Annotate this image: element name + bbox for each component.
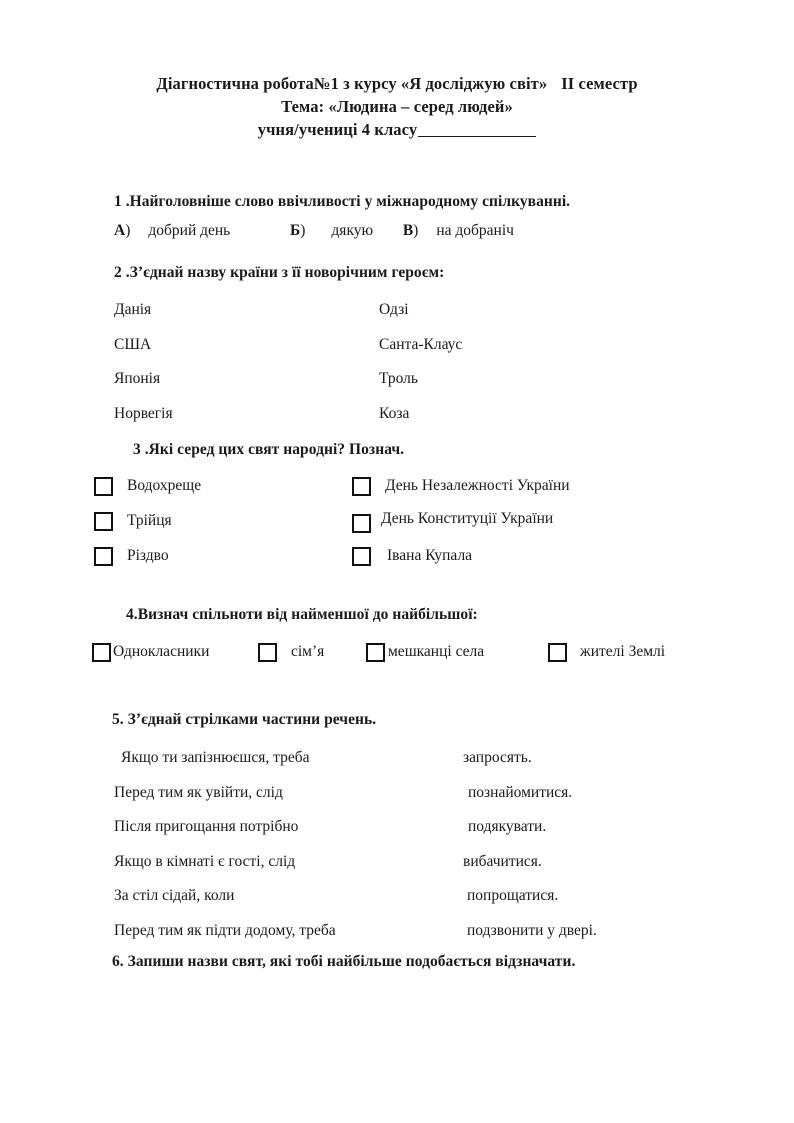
- checkbox-option[interactable]: [352, 546, 472, 566]
- option-b-letter: Б: [290, 222, 301, 239]
- question-4: [0, 605, 794, 668]
- checkbox-label: сім’я: [291, 643, 325, 660]
- option-a-text: добрий день: [148, 222, 231, 239]
- checkbox-option[interactable]: [92, 642, 209, 662]
- question-3-title: 3 .Які серед цих свят народні? Познач.: [133, 441, 405, 458]
- question-2-title: 2 .З’єднай назву країни з її новорічним героєм:: [114, 264, 445, 281]
- checkbox-icon[interactable]: [94, 547, 113, 566]
- match-row: [0, 369, 794, 404]
- document-header: [0, 72, 794, 141]
- hero-label[interactable]: Санта-Клаус: [379, 335, 463, 353]
- question-3: [0, 440, 794, 576]
- sentence-match-row: [0, 852, 794, 887]
- question-1-title: 1 .Найголовніше слово ввічливості у міжнародному спілкуванні.: [114, 193, 571, 210]
- checkbox-icon[interactable]: [548, 643, 567, 662]
- question-1-options: [114, 221, 794, 241]
- option-c[interactable]: [403, 221, 514, 241]
- checkbox-label: жителі Землі: [580, 643, 666, 660]
- checkbox-icon[interactable]: [92, 643, 111, 662]
- checkbox-icon[interactable]: [352, 547, 371, 566]
- sentence-start[interactable]: Якщо в кімнаті є гості, слід: [114, 852, 296, 870]
- option-c-paren: ): [413, 222, 419, 239]
- country-label[interactable]: Данія: [114, 301, 152, 318]
- option-b-paren: ): [300, 222, 306, 239]
- option-b-text: дякую: [331, 222, 374, 239]
- student-name-blank[interactable]: [418, 136, 536, 137]
- checkbox-label: Трійця: [127, 512, 172, 529]
- header-title-main: Діагностична робота№1 з курсу «Я досліджую світ»: [156, 74, 548, 93]
- sentence-match-row: [0, 886, 794, 921]
- sentence-end[interactable]: попрощатися.: [467, 887, 559, 905]
- sentence-end[interactable]: запросять.: [463, 749, 532, 766]
- question-6: [0, 952, 794, 972]
- checkbox-label: мешканці села: [388, 643, 485, 660]
- sentence-match-row: [0, 817, 794, 852]
- question-4-checkbox-row: [0, 642, 794, 668]
- match-row: [0, 300, 794, 335]
- checkbox-option[interactable]: [548, 642, 665, 662]
- checkbox-label: Різдво: [127, 547, 169, 564]
- checkbox-label: День Незалежності України: [385, 477, 570, 494]
- sentence-start[interactable]: Після пригощання потрібно: [114, 818, 299, 836]
- checkbox-label: Івана Купала: [387, 547, 473, 564]
- checkbox-option[interactable]: [352, 510, 554, 533]
- checkbox-option[interactable]: [94, 476, 201, 496]
- checkbox-option[interactable]: [94, 546, 169, 566]
- sentence-start[interactable]: Якщо ти запізнюєшся, треба: [121, 749, 310, 766]
- checkbox-icon[interactable]: [258, 643, 277, 662]
- option-c-text: на добраніч: [436, 222, 514, 239]
- header-line-3: [0, 118, 794, 141]
- sentence-end[interactable]: подякувати.: [468, 818, 547, 836]
- sentence-match-row: [0, 921, 794, 956]
- question-5-title: 5. З’єднай стрілками частини речень.: [112, 711, 377, 728]
- match-row: [0, 335, 794, 370]
- country-label[interactable]: США: [114, 335, 152, 353]
- question-5: [0, 710, 794, 963]
- option-b[interactable]: [290, 221, 373, 241]
- option-a-letter: А: [114, 222, 126, 239]
- header-semester: ІІ семестр: [561, 74, 638, 93]
- header-student-label: учня/учениці 4 класу: [257, 120, 418, 139]
- sentence-end[interactable]: вибачитися.: [463, 852, 542, 870]
- checkbox-option[interactable]: [352, 476, 570, 496]
- hero-label[interactable]: Троль: [379, 370, 418, 387]
- option-a-paren: ): [125, 222, 131, 239]
- hero-label[interactable]: Одзі: [379, 301, 409, 318]
- match-row: [0, 404, 794, 439]
- sentence-match-row: [0, 748, 794, 783]
- sentence-start[interactable]: Перед тим як увійти, слід: [114, 783, 283, 801]
- option-a[interactable]: [114, 221, 230, 241]
- checkbox-option[interactable]: [258, 642, 324, 662]
- sentence-end[interactable]: познайомитися.: [468, 783, 573, 801]
- hero-label[interactable]: Коза: [379, 404, 410, 422]
- country-label[interactable]: Норвегія: [114, 404, 173, 422]
- header-line-1: [0, 72, 794, 95]
- checkbox-icon[interactable]: [352, 477, 371, 496]
- sentence-match-row: [0, 783, 794, 818]
- question-2: [0, 263, 794, 438]
- checkbox-icon[interactable]: [94, 477, 113, 496]
- checkbox-label: Водохреще: [127, 477, 202, 494]
- option-c-letter: В: [402, 222, 414, 239]
- question-3-checkbox-grid: [0, 476, 794, 576]
- checkbox-option[interactable]: [366, 642, 484, 662]
- checkbox-label: День Конституції України: [381, 510, 554, 527]
- question-5-sentence-rows: [0, 748, 794, 963]
- country-label[interactable]: Японія: [114, 370, 161, 387]
- checkbox-icon[interactable]: [352, 514, 371, 533]
- question-4-title: 4.Визнач спільноти від найменшої до найбільшої:: [126, 606, 478, 623]
- checkbox-icon[interactable]: [94, 512, 113, 531]
- question-2-pairs: [0, 300, 794, 438]
- sentence-start[interactable]: За стіл сідай, коли: [114, 887, 235, 905]
- sentence-start[interactable]: Перед тим як підти додому, треба: [114, 921, 336, 939]
- checkbox-label: Однокласники: [113, 643, 210, 660]
- question-6-title: 6. Запиши назви свят, які тобі найбільше подобається відзначати.: [112, 953, 576, 970]
- checkbox-option[interactable]: [94, 511, 172, 531]
- checkbox-icon[interactable]: [366, 643, 385, 662]
- sentence-end[interactable]: подзвонити у двері.: [467, 921, 597, 939]
- question-1: [0, 192, 794, 241]
- header-topic: Тема: «Людина – серед людей»: [281, 97, 513, 116]
